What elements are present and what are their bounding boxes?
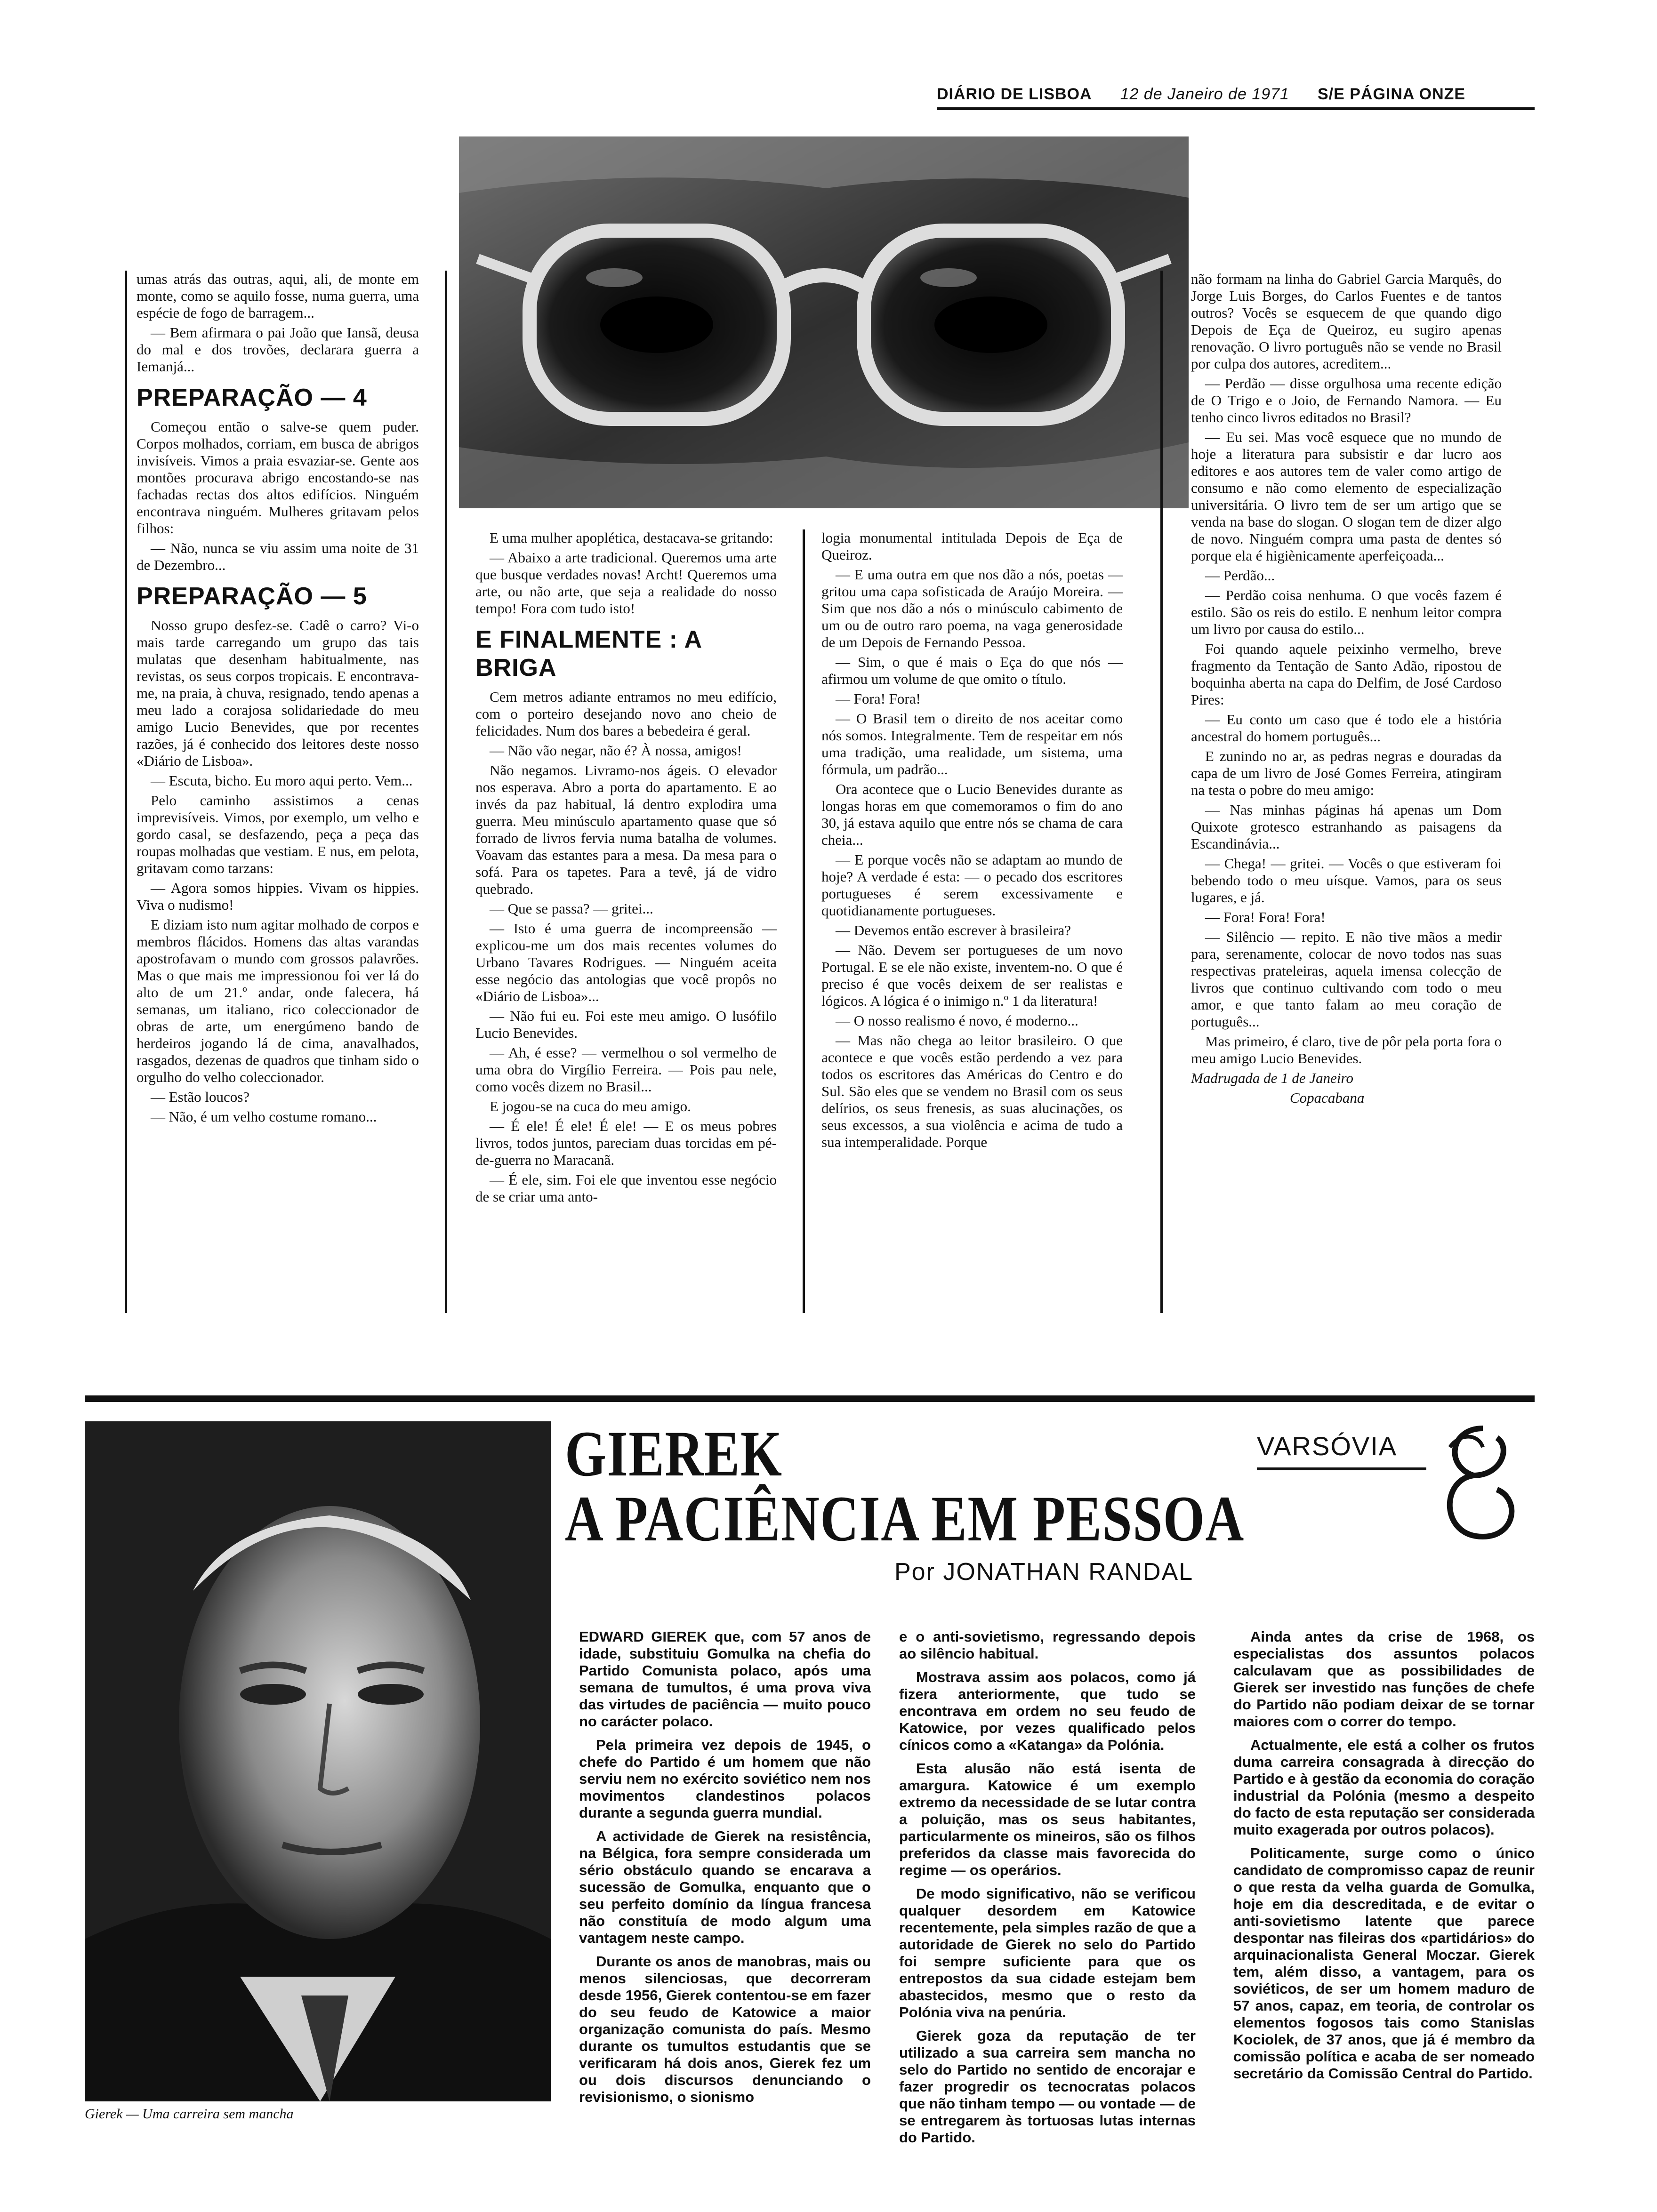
paragraph: — Devemos então escrever à brasileira? bbox=[836, 922, 1071, 938]
signoff-place: Copacabana bbox=[1290, 1090, 1365, 1106]
paragraph: — Sim, o que é mais o Eça do que nós — afirmou um volume de que omito o título. bbox=[821, 654, 1123, 687]
article-column-3 bbox=[821, 529, 1123, 1154]
paragraph: Ora acontece que o Lucio Benevides durante as longas horas em que comemoramos o fim do ano 30, já estava aquilo que entre nós se chama de cara cheia... bbox=[821, 781, 1123, 848]
ornament-icon bbox=[1431, 1419, 1530, 1546]
paragraph: — Silêncio — repito. E não tive mãos a medir para, serenamente, colocar de novo todos nas suas respectivas prateleiras, aquela imensa colecção de livros que continuo cultivando com todo o meu amor, e que tanto falam ao meu coração de português... bbox=[1191, 929, 1502, 1030]
column-rule bbox=[445, 271, 447, 1313]
paragraph: Mostrava assim aos polacos, como já fizera anteriormente, que tudo se encontrava em ordem no seu feudo de Katowice, por vezes qualificado pelos cínicos como a «Katanga» da Polónia. bbox=[899, 1669, 1196, 1753]
paragraph: E diziam isto num agitar molhado de corpos e membros flácidos. Homens das altas varandas apostrofavam o mundo com grossos palavrões. Mas o que mais me impressionou foi ver lá do alto de um 21.º andar, onde falecera, há semanas, um italiano, rico coleccionador de obras de arte, um energúmeno bando de herdeiros jogando lá de cima, anavalhados, rasgados, dezenas de quadros que tinham sido o orgulho do velho coleccionador. bbox=[137, 916, 419, 1085]
paragraph: — O nosso realismo é novo, é moderno... bbox=[836, 1012, 1078, 1029]
paragraph: — Ah, é esse? — vermelhou o sol vermelho de uma obra do Virgílio Ferreira. — Pois pau nele, como vocês dizem no Brasil... bbox=[475, 1044, 777, 1095]
paragraph: Politicamente, surge como o único candidato de compromisso capaz de reunir o que resta da velha guarda de Gomulka, hoje em dia descreditada, e de evitar o anti-sovietismo latente que parece despontar nas fileiras dos «partidários» do arquinacionalista General Moczar. Gierek tem, além disso, a vantagem, para os soviéticos, de ser um homem maduro de 57 anos, capaz, em teoria, de controlar os elementos fogosos tais como Stanislas Kociolek, de 37 anos, que já é membro da comissão política e acaba de ser nomeado secretário da Comissão Central do Partido. bbox=[1233, 1845, 1535, 2082]
gierek-column-1 bbox=[579, 1628, 871, 2112]
paragraph: — Eu conto um caso que é todo ele a história ancestral do homem português... bbox=[1191, 711, 1502, 745]
paragraph: — Não. Devem ser portugueses de um novo Portugal. E se ele não existe, inventem-no. O que é preciso é que vocês deixem de ser realistas e lógicos. A lógica é o inimigo n.º 1 da literatura! bbox=[821, 942, 1123, 1009]
subheading: PREPARAÇÃO — 5 bbox=[137, 583, 367, 610]
paragraph: — Não, nunca se viu assim uma noite de 31 de Dezembro... bbox=[137, 540, 419, 573]
paragraph: — Bem afirmara o pai João que Iansã, deusa do mal e dos trovões, declarara guerra a Iemanjá... bbox=[137, 324, 419, 375]
paragraph: E jogou-se na cuca do meu amigo. bbox=[490, 1098, 691, 1114]
photo-caption: Gierek — Uma carreira sem mancha bbox=[85, 2106, 294, 2122]
paragraph: — Abaixo a arte tradicional. Queremos uma arte que busque verdades novas! Archt! Queremos uma arte, ou não arte, que seja a realidade do nosso tempo! Fora com tudo isto! bbox=[475, 549, 777, 617]
section-separator bbox=[85, 1395, 1535, 1402]
paragraph: De modo significativo, não se verificou qualquer desordem em Katowice recentemente, pela simples razão de que a autoridade de Gierek no selo do Partido foi sempre suficiente para que os entrepostos da sua cidade estejam bem abastecidos, mesmo que o resto da Polónia viva na penúria. bbox=[899, 1885, 1196, 2020]
paragraph: — Fora! Fora! Fora! bbox=[1205, 909, 1326, 925]
article-column-2 bbox=[475, 529, 777, 1208]
newspaper-name: DIÁRIO DE LISBOA bbox=[937, 85, 1092, 103]
paragraph: — E porque vocês não se adaptam ao mundo de hoje? A verdade é esta: — o pecado dos escritores portugueses é serem excessivamente e quotidianamente portugueses. bbox=[821, 851, 1123, 919]
paragraph: E uma mulher apoplética, destacava-se gritando: bbox=[490, 529, 773, 546]
paragraph: — Não, é um velho costume romano... bbox=[151, 1108, 377, 1125]
paragraph: Actualmente, ele está a colher os frutos duma carreira consagrada à direcção do Partido e à gestão da economia do coração industrial da Polónia (mesmo a despeito do facto de esta reputação ser considerada muito exagerada por outros polacos). bbox=[1233, 1737, 1535, 1838]
gierek-portrait bbox=[85, 1421, 551, 2101]
article-headline bbox=[565, 1418, 1245, 1555]
article-column-1 bbox=[137, 271, 419, 1128]
paragraph: — Fora! Fora! bbox=[836, 690, 921, 707]
paragraph: — Chega! — gritei. — Vocês o que estiveram foi bebendo todo o meu uísque. Vamos, para os seus lugares, e já. bbox=[1191, 855, 1502, 906]
paragraph: Mas primeiro, é claro, tive de pôr pela porta fora o meu amigo Lucio Benevides. bbox=[1191, 1033, 1502, 1066]
paragraph: — Não fui eu. Foi este meu amigo. O lusófilo Lucio Benevides. bbox=[475, 1008, 777, 1041]
headline-line-2: A PACIÊNCIA EM PESSOA bbox=[565, 1483, 1245, 1555]
paragraph: Pela primeira vez depois de 1945, o chefe do Partido é um homem que não serviu nem no exército soviético nem nos movimentos clandestinos polacos durante a segunda guerra mundial. bbox=[579, 1737, 871, 1821]
paragraph: — E uma outra em que nos dão a nós, poetas — gritou uma capa sofisticada de Araújo Moreira. — Sim que nos dão a nós o minúsculo cabimento de um ou de outro raro poema, na vaga generosidade de um Depois de Fernando Pessoa. bbox=[821, 566, 1123, 650]
header-rule bbox=[937, 107, 1535, 110]
paragraph: e o anti-sovietismo, regressando depois ao silêncio habitual. bbox=[899, 1628, 1196, 1662]
paragraph: Cem metros adiante entramos no meu edifício, com o porteiro desejando novo ano cheio de felicidades. Num dos bares a bebedeira é geral. bbox=[475, 689, 777, 739]
paragraph: Pelo caminho assistimos a cenas imprevisíveis. Vimos, por exemplo, um velho e gordo casal, se desfazendo, peça a peça das roupas molhadas que vestiam. E nus, em pelota, gritavam como tarzans: bbox=[137, 792, 419, 876]
paragraph: — É ele, sim. Foi ele que inventou esse negócio de se criar uma anto- bbox=[475, 1171, 777, 1205]
dateline-rule bbox=[1257, 1467, 1426, 1470]
subheading: PREPARAÇÃO — 4 bbox=[137, 384, 367, 411]
portrait-illustration bbox=[85, 1421, 551, 2101]
paragraph: Começou então o salve-se quem puder. Corpos molhados, corriam, em busca de abrigos invisíveis. Vimos a praia esvaziar-se. Gente aos montões procurava abrigo encostando-se nas fachadas rectas dos altos edifícios. Ninguém encontrava ninguém. Mulheres gritavam pelos filhos: bbox=[137, 418, 419, 537]
gierek-column-2 bbox=[899, 1628, 1196, 2153]
paragraph: Nosso grupo desfez-se. Cadê o carro? Vi-o mais tarde carregando um grupo das tais mulatas que desenham habitualmente, nas revistas, os seus corpos tropicais. E encontrava-me, na praia, à chuva, resignado, tendo apenas a meu lado a corajosa solidariedade do meu amigo Lucio Benevides, que por recentes razões, já é conhecido dos leitores deste nosso «Diário de Lisboa». bbox=[137, 617, 419, 769]
paragraph: — Perdão... bbox=[1205, 567, 1275, 584]
paragraph: — Escuta, bicho. Eu moro aqui perto. Vem... bbox=[151, 772, 413, 789]
paragraph: — Estão loucos? bbox=[151, 1089, 250, 1105]
paragraph: — Mas não chega ao leitor brasileiro. O que acontece e que vocês estão perdendo a vez para todos os escritores das Américas do Centro e do Sul. São eles que se vendem no Brasil com os seus delírios, os seus frenesis, as suas alucinações, os seus excessos, a sua violência e acima de tudo a sua intemperalidade. Porque bbox=[821, 1032, 1123, 1150]
paragraph: umas atrás das outras, aqui, ali, de monte em monte, como se aquilo fosse, numa guerra, uma espécie de fogo de barragem... bbox=[137, 271, 419, 321]
paragraph: Durante os anos de manobras, mais ou menos silenciosas, que decorreram desde 1956, Gierek contentou-se em fazer do seu feudo de Katowice a maior organização comunista do país. Mesmo durante os tumultos estudantis que se verificaram há dois anos, Gierek fez um ou dois discursos denunciando o revisionismo, o sionismo bbox=[579, 1953, 871, 2105]
column-rule bbox=[803, 529, 805, 1313]
column-rule bbox=[125, 271, 127, 1313]
dateline: VARSÓVIA bbox=[1257, 1431, 1398, 1461]
page-header bbox=[937, 80, 1535, 108]
article-column-4 bbox=[1191, 271, 1502, 1109]
paragraph: — O Brasil tem o direito de nos aceitar como nós somos. Integralmente. Tem de respeitar em nós uma tradição, uma realidade, um sistema, uma fórmula, um padrão... bbox=[821, 710, 1123, 777]
column-rule bbox=[1160, 271, 1163, 1313]
paragraph: — Perdão coisa nenhuma. O que vocês fazem é estilo. São os reis do estilo. E nenhum leitor compra um livro por causa do estilo... bbox=[1191, 587, 1502, 637]
glasses-photo bbox=[459, 136, 1189, 508]
paragraph: Ainda antes da crise de 1968, os especialistas dos assuntos polacos calculavam que as possibilidades de Gierek ser investido nas funções de chefe do Partido não podiam deixar de se tornar maiores com o correr do tempo. bbox=[1233, 1628, 1535, 1730]
headline-line-1: GIEREK bbox=[565, 1418, 783, 1490]
subheading: E FINALMENTE : A BRIGA bbox=[475, 626, 702, 681]
paragraph: logia monumental intitulada Depois de Eça de Queiroz. bbox=[821, 529, 1123, 563]
signoff-date: Madrugada de 1 de Janeiro bbox=[1191, 1070, 1353, 1086]
byline: Por JONATHAN RANDAL bbox=[894, 1558, 1194, 1586]
paragraph: — Eu sei. Mas você esquece que no mundo de hoje a literatura para subsistir e dar lucro aos editores e aos autores tem de valer como artigo de consumo e não como elemento de especialização universitária. O livro tem de ser um artigo que se venda na base do slogan. O slogan tem de dizer algo de novo. Ninguém compra uma pasta de dentes só porque ela é higiènicamente aperfeiçoada... bbox=[1191, 429, 1502, 564]
glasses-illustration bbox=[459, 136, 1189, 508]
paragraph: — Não vão negar, não é? À nossa, amigos! bbox=[490, 742, 742, 759]
paragraph: Não negamos. Livramo-nos ágeis. O elevador nos esperava. Abro a porta do apartamento. E ao invés da paz habitual, lá dentro explodira uma guerra. Meu minúsculo apartamento quase que só forrado de livros fervia numa batalha de volumes. Voavam das estantes para a mesa. Da mesa para o sofá. Para os tapetes. Para a tevê, já de vidro quebrado. bbox=[475, 762, 777, 897]
paragraph: — Que se passa? — gritei... bbox=[490, 900, 653, 917]
paragraph: — Nas minhas páginas há apenas um Dom Quixote grotesco estranhando as paisagens da Escandinávia... bbox=[1191, 801, 1502, 852]
paragraph: A actividade de Gierek na resistência, na Bélgica, fora sempre considerada um sério obstáculo quando se encarava a sucessão de Gomulka, enquanto que o seu perfeito domínio da língua francesa não constituía de modo algum uma vantagem neste campo. bbox=[579, 1828, 871, 1946]
page-number: S/E PÁGINA ONZE bbox=[1317, 85, 1466, 103]
paragraph: não formam na linha do Gabriel Garcia Marquês, do Jorge Luis Borges, do Carlos Fuentes e de tantos outros? Vocês se esquecem de que quando digo Depois de Eça de Queiroz, eu sugiro apenas renovação. O livro português não se vende no Brasil por culpa dos autores, acreditem... bbox=[1191, 271, 1502, 372]
paragraph: Foi quando aquele peixinho vermelho, breve fragmento da Tentação de Santo Adão, ripostou de boquinha aberta na capa do Delfim, de José Cardoso Pires: bbox=[1191, 641, 1502, 708]
issue-date: 12 de Janeiro de 1971 bbox=[1120, 85, 1289, 103]
paragraph: EDWARD GIEREK que, com 57 anos de idade, substituiu Gomulka na chefia do Partido Comunista polaco, após uma semana de tumultos, é uma prova viva das virtudes de paciência — muito pouco no carácter polaco. bbox=[579, 1628, 871, 1730]
paragraph: Gierek goza da reputação de ter utilizado a sua carreira sem mancha no selo do Partido no sentido de encorajar e fazer progredir os tecnocratas polacos que não tinham tempo — ou vontade — de se entregarem às tortuosas lutas internas do Partido. bbox=[899, 2028, 1196, 2146]
paragraph: — Isto é uma guerra de incompreensão — explicou-me um dos mais recentes volumes do Urbano Tavares Rodrigues. — Ninguém aceita esse negócio das antologias que você propôs no «Diário de Lisboa»... bbox=[475, 920, 777, 1004]
paragraph: E zunindo no ar, as pedras negras e douradas da capa de um livro de José Gomes Ferreira, atingiram na testa o pobre do meu amigo: bbox=[1191, 748, 1502, 798]
gierek-column-3 bbox=[1233, 1628, 1535, 2089]
paragraph: — Perdão — disse orgulhosa uma recente edição de O Trigo e o Joio, de Fernando Namora. — Eu tenho cinco livros editados no Brasil? bbox=[1191, 375, 1502, 425]
paragraph: — É ele! É ele! É ele! — E os meus pobres livros, todos juntos, pareciam duas torcidas em pé-de-guerra no Maracanã. bbox=[475, 1118, 777, 1168]
paragraph: Esta alusão não está isenta de amargura. Katowice é um exemplo extremo da necessidade de se lutar contra a poluição, mas os seus habitantes, particularmente os mineiros, são os filhos preferidos da classe mais favorecida do regime — os operários. bbox=[899, 1760, 1196, 1878]
paragraph: — Agora somos hippies. Vivam os hippies. Viva o nudismo! bbox=[137, 880, 419, 913]
